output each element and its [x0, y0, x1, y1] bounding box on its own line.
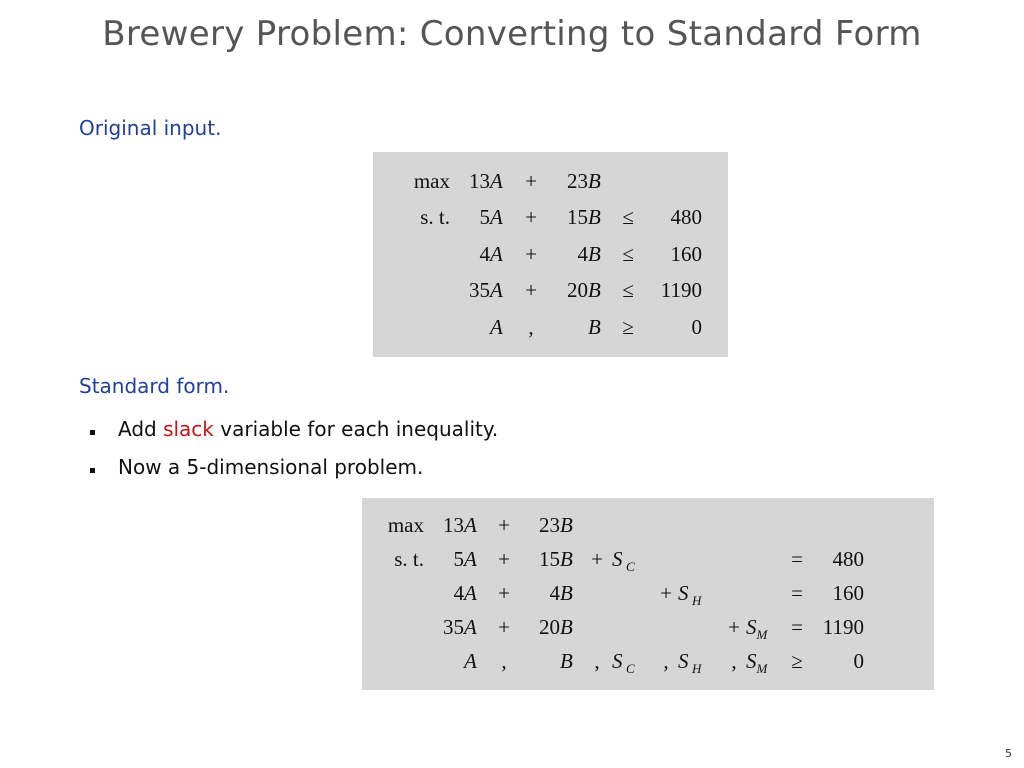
lp-row: [395, 309, 702, 346]
lp-cell: 4: [549, 580, 560, 605]
lp-cell: [582, 508, 612, 542]
subscript: H: [692, 592, 702, 608]
lp-cell: 4: [479, 241, 490, 266]
lp-cell: 1190: [822, 614, 864, 639]
lp-row: [382, 508, 864, 542]
lp-cell: ,: [663, 648, 669, 673]
lp-cell: [522, 644, 560, 678]
lp-cell: =: [791, 580, 803, 605]
subscript: C: [626, 558, 635, 574]
lp-cell: ≥: [791, 648, 803, 673]
bullet-icon: [90, 468, 95, 473]
lp-cell: A: [464, 648, 477, 673]
lp-cell: +: [525, 278, 537, 303]
lp-cell: [654, 508, 678, 542]
lp-cell: +: [498, 512, 510, 537]
lp-cell: +: [591, 546, 603, 571]
lp-cell: [626, 610, 654, 644]
lp-cell: B: [560, 614, 573, 639]
bullet-item: [90, 448, 498, 486]
lp-cell: A: [490, 205, 503, 230]
lp-cell: [626, 508, 654, 542]
lp-cell: [654, 542, 678, 576]
lp-cell: [646, 163, 702, 200]
lp-cell: 35: [443, 614, 464, 639]
lp-cell: 0: [853, 648, 864, 673]
lp-cell: A: [464, 580, 477, 605]
lp-cell: 35: [469, 278, 490, 303]
lp-cell: [782, 508, 812, 542]
lp-cell: +: [728, 614, 740, 639]
lp-cell: [692, 610, 722, 644]
lp-cell: A: [490, 314, 503, 339]
lp-cell: 160: [832, 580, 864, 605]
lp-cell: ≤: [622, 241, 634, 266]
slide-title: Brewery Problem: Converting to Standard Form: [102, 14, 922, 54]
lp-cell: max: [413, 168, 450, 193]
lp-cell: [382, 576, 424, 610]
lp-cell: A: [464, 614, 477, 639]
lp-cell: [395, 309, 450, 346]
lp-row: [395, 236, 702, 273]
lp-cell: 4: [577, 241, 588, 266]
lp-cell: ≤: [622, 278, 634, 303]
lp-cell: +: [498, 546, 510, 571]
lp-cell: A: [490, 168, 503, 193]
lp-cell: $S_M$: [746, 648, 768, 676]
lp-cell: +: [498, 580, 510, 605]
standard-form-heading: Standard form.: [79, 374, 230, 398]
lp-cell: s. t.: [394, 546, 424, 571]
lp-cell: [382, 610, 424, 644]
lp-cell: A: [490, 278, 503, 303]
lp-cell: 5: [479, 205, 490, 230]
lp-cell: 160: [670, 241, 702, 266]
lp-cell: [395, 236, 450, 273]
lp-cell: [746, 542, 782, 576]
lp-cell: [582, 610, 612, 644]
lp-cell: =: [791, 614, 803, 639]
lp-cell: 480: [832, 546, 864, 571]
bullet-item: [90, 410, 498, 448]
lp-cell: [612, 508, 626, 542]
standard-lp-box: [362, 498, 934, 690]
lp-cell: 13: [469, 168, 490, 193]
lp-cell: B: [588, 278, 601, 303]
lp-cell: 20: [539, 614, 560, 639]
lp-cell: B: [560, 546, 573, 571]
lp-cell: A: [464, 512, 477, 537]
lp-cell: ,: [528, 314, 534, 339]
standard-lp-table: [382, 508, 864, 678]
lp-cell: [612, 576, 626, 610]
lp-row: [395, 163, 702, 200]
lp-cell: 15: [567, 205, 588, 230]
lp-cell: 0: [691, 314, 702, 339]
lp-cell: B: [588, 168, 601, 193]
lp-cell: +: [525, 168, 537, 193]
lp-cell: 480: [670, 205, 702, 230]
page-number: 5: [1005, 747, 1012, 760]
lp-cell: [424, 644, 464, 678]
lp-cell: [692, 644, 722, 678]
original-input-heading: Original input.: [79, 116, 222, 140]
lp-cell: [678, 542, 692, 576]
lp-cell: S: [678, 648, 689, 673]
lp-cell: B: [560, 580, 573, 605]
lp-cell: max: [387, 512, 424, 537]
original-lp-box: [373, 152, 728, 357]
lp-cell: [722, 508, 746, 542]
lp-cell: B: [560, 648, 573, 673]
lp-cell: 23: [539, 512, 560, 537]
bullet-icon: [90, 430, 95, 435]
lp-cell: [582, 576, 612, 610]
lp-cell: [678, 508, 692, 542]
lp-row: [382, 576, 864, 610]
lp-row: [382, 542, 864, 576]
lp-cell: =: [791, 546, 803, 571]
lp-cell: S: [612, 546, 623, 571]
lp-cell: 15: [539, 546, 560, 571]
lp-cell: ,: [594, 648, 600, 673]
lp-row: [395, 273, 702, 310]
lp-cell: [722, 542, 746, 576]
lp-cell: +: [525, 241, 537, 266]
lp-cell: +: [660, 580, 672, 605]
lp-cell: [450, 309, 490, 346]
lp-cell: [610, 163, 646, 200]
bullet-text: Add slack variable for each inequality.: [118, 417, 499, 441]
lp-cell: ,: [501, 648, 507, 673]
lp-cell: B: [560, 512, 573, 537]
lp-cell: B: [588, 314, 601, 339]
lp-cell: [382, 644, 424, 678]
lp-cell: [626, 542, 654, 576]
subscript: C: [626, 660, 635, 676]
standard-form-bullets: [90, 410, 498, 486]
lp-cell: [692, 508, 722, 542]
lp-cell: [746, 508, 782, 542]
lp-cell: A: [464, 546, 477, 571]
lp-cell: S: [678, 580, 689, 605]
lp-cell: 13: [443, 512, 464, 537]
slack-keyword: slack: [163, 417, 214, 441]
lp-cell: 4: [453, 580, 464, 605]
lp-cell: B: [588, 205, 601, 230]
lp-cell: +: [525, 205, 537, 230]
lp-cell: $S_M$: [746, 614, 768, 642]
lp-cell: [395, 273, 450, 310]
lp-cell: [612, 610, 626, 644]
lp-cell: 20: [567, 278, 588, 303]
lp-cell: S: [612, 648, 623, 673]
lp-cell: [626, 576, 654, 610]
lp-row: [395, 200, 702, 237]
lp-cell: [692, 542, 722, 576]
lp-row: [382, 610, 864, 644]
lp-cell: +: [498, 614, 510, 639]
lp-cell: A: [490, 241, 503, 266]
lp-cell: 5: [453, 546, 464, 571]
lp-cell: [678, 610, 692, 644]
lp-cell: [692, 576, 722, 610]
lp-cell: ,: [731, 648, 737, 673]
lp-cell: [626, 644, 654, 678]
lp-cell: 23: [567, 168, 588, 193]
lp-cell: ≤: [622, 205, 634, 230]
lp-cell: 1190: [660, 278, 702, 303]
lp-row: [382, 644, 864, 678]
lp-cell: [746, 576, 782, 610]
lp-cell: s. t.: [420, 205, 450, 230]
lp-cell: [812, 508, 864, 542]
lp-cell: [722, 576, 746, 610]
bullet-text: Now a 5-dimensional problem.: [118, 455, 424, 479]
lp-cell: B: [588, 241, 601, 266]
subscript: H: [692, 660, 702, 676]
lp-cell: [550, 309, 588, 346]
lp-cell: [654, 610, 678, 644]
lp-cell: ≥: [622, 314, 634, 339]
original-lp-table: [395, 163, 702, 346]
